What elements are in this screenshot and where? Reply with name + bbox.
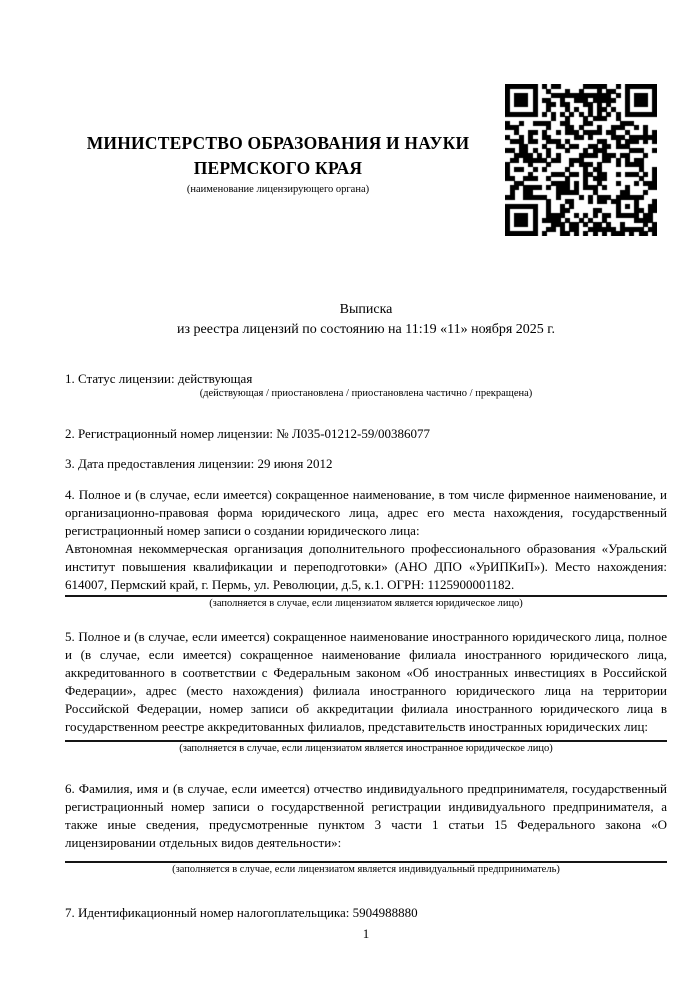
field-legal-entity-label: 4. Полное и (в случае, если имеется) сокращенное наименование, в том числе фирменное наименование, и организационно-правовая форма юридического лица, адрес его места нахождения, государственный регистрационный номер записи о создании юридического лица: bbox=[65, 487, 667, 538]
field-inn: 7. Идентификационный номер налогоплательщика: 5904988880 bbox=[65, 905, 418, 920]
fill-line-legal-entity bbox=[65, 595, 667, 597]
ministry-name-caption: (наименование лицензирующего органа) bbox=[186, 184, 370, 195]
ministry-name-line2: ПЕРМСКОГО КРАЯ bbox=[193, 158, 363, 178]
document-body bbox=[65, 300, 667, 922]
field-legal-entity-note: (заполняется в случае, если лицензиатом является юридическое лицо) bbox=[209, 598, 523, 609]
field-legal-entity-value: Автономная некоммерческая организация дополнительного профессионального образования «Уральский институт повышения квалификации и переподготовки» (АНО ДПО «УрИПКиП»). Место нахождения: 614007, Пермский край, г. Пермь, ул. Революции, д.5, к.1. ОГРН: 1125900001182. bbox=[65, 541, 667, 592]
field-license-status: 1. Статус лицензии: действующая bbox=[65, 371, 253, 386]
field-individual-entrepreneur-label: 6. Фамилия, имя и (в случае, если имеется) отчество индивидуального предпринимателя, государственный регистрационный номер записи о государственной регистрации индивидуального предпринимателя, а также иные сведения, предусмотренные пунктом 3 части 1 статьи 15 Федерального закона «О лицензировании отдельных видов деятельности»: bbox=[65, 781, 667, 850]
field-registration-number: 2. Регистрационный номер лицензии: № Л035-01212-59/00386077 bbox=[65, 426, 431, 441]
ministry-name-line1: МИНИСТЕРСТВО ОБРАЗОВАНИЯ И НАУКИ bbox=[86, 133, 470, 153]
qr-code-icon bbox=[505, 84, 657, 236]
page-number: 1 bbox=[362, 926, 370, 941]
fill-line-foreign-entity bbox=[65, 740, 667, 742]
field-grant-date: 3. Дата предоставления лицензии: 29 июня 2012 bbox=[65, 456, 333, 471]
field-individual-entrepreneur-note: (заполняется в случае, если лицензиатом является индивидуальный предприниматель) bbox=[172, 864, 560, 875]
document-title bbox=[65, 300, 667, 340]
field-foreign-entity-label: 5. Полное и (в случае, если имеется) сокращенное наименование иностранного юридического лица, полное и (в случае, если имеется) сокращенное наименование филиала иностранного юридического лица, аккредитованного в соответствии с Федеральным законом «Об иностранных инвестициях в Российской Федерации», адрес (место нахождения) филиала иностранного юридического лица на территории Российской Федерации, номер записи об аккредитации филиала иностранного юридического лица в государственном реестре аккредитованных филиалов, представительств иностранных юридических лиц: bbox=[65, 629, 667, 734]
licensing-authority-header bbox=[65, 131, 491, 196]
field-license-status-note: (действующая / приостановлена / приостановлена частично / прекращена) bbox=[199, 388, 533, 399]
document-title-line2: из реестра лицензий по состоянию на 11:19 «11» ноября 2025 г. bbox=[177, 322, 555, 337]
field-foreign-entity-note: (заполняется в случае, если лицензиатом является иностранное юридическое лицо) bbox=[179, 743, 553, 754]
fill-line-individual-entrepreneur bbox=[65, 861, 667, 863]
document-title-line1: Выписка bbox=[339, 302, 393, 317]
